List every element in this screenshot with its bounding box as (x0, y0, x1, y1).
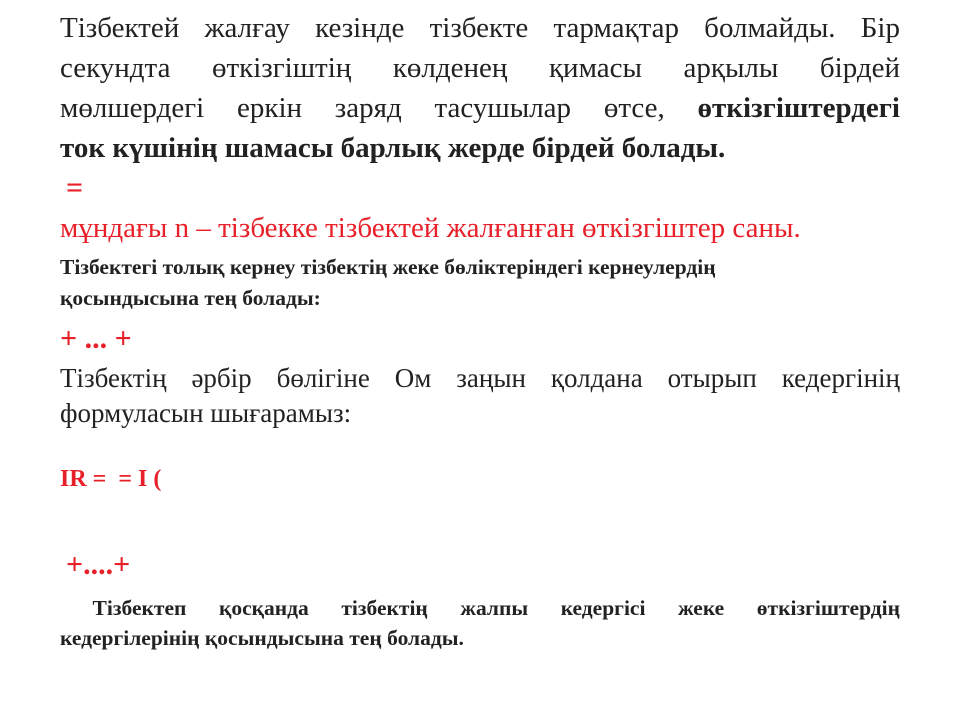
paragraph3-line2: формуласын шығарамыз: (60, 398, 352, 428)
paragraph1-line4: ток күшінің шамасы барлық жерде бірдей болады. (60, 132, 726, 164)
red-explanation-line: мұндағы n – тізбекке тізбектей жалғанған өткізгіштер саны. (60, 212, 801, 244)
paragraph1-line2: секундта өткізгіштің көлденең қимасы арқылы бірдей (60, 52, 900, 84)
paragraph3-line1: Тізбектің әрбір бөлігіне Ом заңын қолдана отырып кедергінің (60, 363, 900, 393)
formula-plus-dots: + ... + (60, 322, 132, 355)
paragraph1-line3-bold: өткізгіштердегі (697, 92, 900, 124)
formula-equals: = (66, 171, 84, 204)
paragraph2-line1: Тізбектегі толық кернеу тізбектің жеке бөліктеріндегі кернеулердің (60, 255, 716, 279)
paragraph1-line3-normal: мөлшердегі еркін заряд тасушылар өтсе, (60, 92, 698, 124)
paragraph2-line2: қосындысына тең болады: (60, 286, 321, 310)
paragraph1-line1: Тізбектей жалғау кезінде тізбекте тармақтар болмайды. Бір (60, 12, 900, 44)
paragraph1-line3 (60, 92, 900, 125)
formula-ir: IR = = I ( (60, 466, 162, 492)
paragraph4-line1: Тізбектеп қосқанда тізбектің жалпы кедергісі жеке өткізгіштердің (60, 596, 900, 620)
paragraph4-line2: кедергілерінің қосындысына тең болады. (60, 626, 464, 650)
formula-plus-dots-2: +....+ (66, 548, 131, 581)
